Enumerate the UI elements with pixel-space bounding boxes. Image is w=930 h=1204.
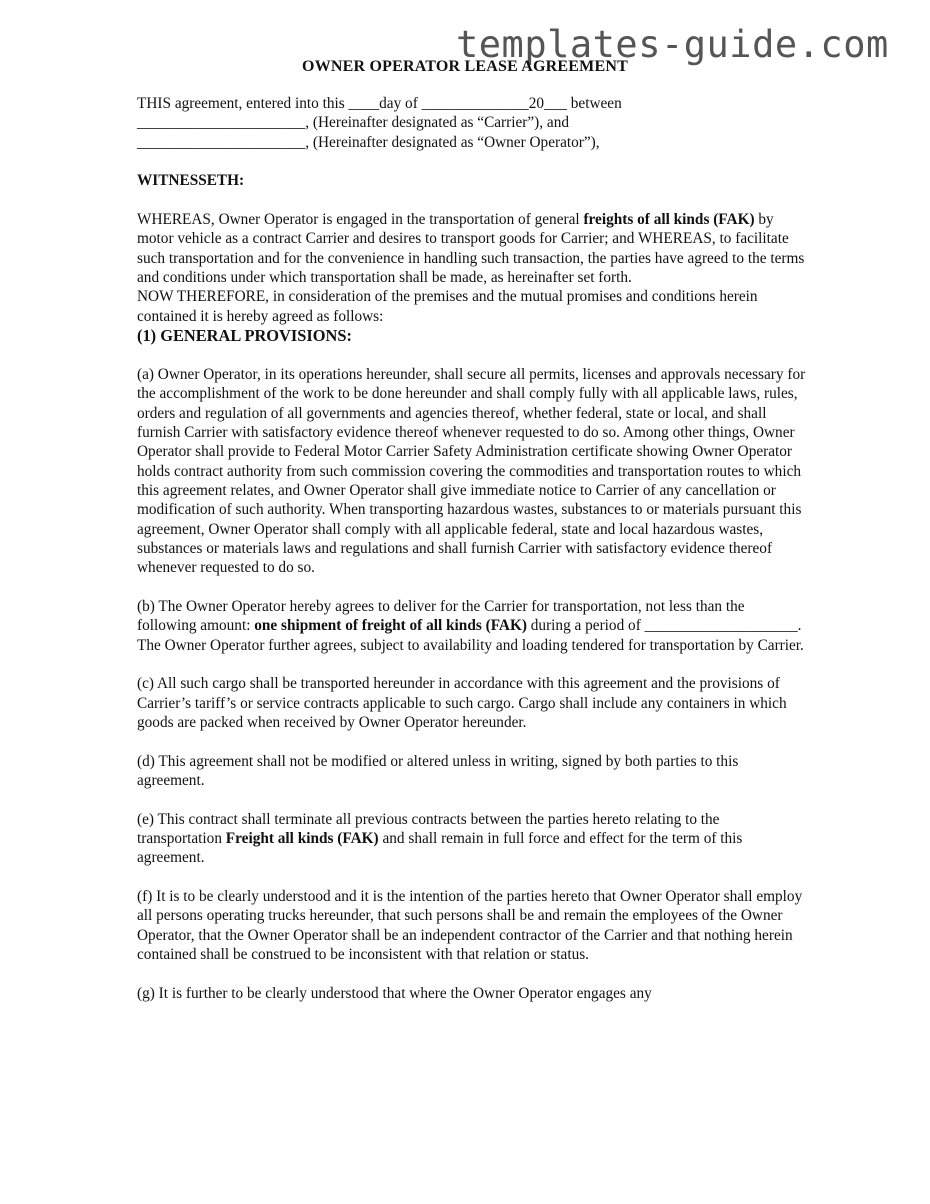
clause-c: (c) All such cargo shall be transported hereunder in accordance with this agreement and the provisions of Carrier’s tariff’s or service contracts applicable to such cargo. Cargo shall include any containers in which goods are packed when received by Owner Operator hereunder.: [137, 675, 787, 731]
whereas-text-2: by motor vehicle as a contract Carrier and desires to transport goods for Carrier; and WHEREAS, to facilitate such transportation and for the convenience in handling such transaction, the parties have agreed to the terms and conditions under which transportation shall be made, as hereinafter set forth.: [137, 211, 805, 287]
clause-a: (a) Owner Operator, in its operations hereunder, shall secure all permits, licenses and approvals necessary for the accomplishment of the work to be done hereunder and shall comply fully with all applicable laws, rules, orders and regulation of all governments and agencies thereof, whether federal, state or local, and shall furnish Carrier with satisfactory evidence thereof whenever requested to do so. Among other things, Owner Operator shall provide to Federal Motor Carrier Safety Administration certificate showing Owner Operator holds contract authority from such commission covering the commodities and transportation routes to which this agreement relates, and Owner Operator shall give immediate notice to Carrier of any cancellation or modification of such authority. When transporting hazardous wastes, substances to or materials pursuant this agreement, Owner Operator shall comply with all applicable federal, state and local hazardous wastes, substances or materials laws and regulations and shall furnish Carrier with satisfactory evidence thereof whenever requested to do so.: [137, 365, 806, 577]
clause-b-bold: one shipment of freight of all kinds (FAK): [254, 617, 527, 635]
clause-e-text-1: (e) This contract shall terminate all previous contracts between the parties hereto relating to the transportation: [137, 810, 720, 848]
clause-d: (d) This agreement shall not be modified or altered unless in writing, signed by both parties to this agreement.: [137, 752, 739, 790]
clause-e: [137, 810, 807, 868]
watermark-text: templates-guide.com: [456, 23, 889, 66]
whereas-paragraph: [137, 210, 807, 287]
clause-e-bold: Freight all kinds (FAK): [225, 830, 379, 848]
clause-e-text-2: and shall remain in full force and effect for the term of this agreement.: [137, 830, 743, 867]
intro-line-3: ______________________, (Hereinafter designated as “Owner Operator”),: [137, 133, 600, 151]
intro-line-2: ______________________, (Hereinafter designated as “Carrier”), and: [137, 114, 569, 132]
document-body: [137, 94, 807, 1003]
whereas-fak-bold: freights of all kinds (FAK): [583, 211, 755, 229]
intro-line-1: THIS agreement, entered into this ____day of ______________20___ between: [137, 95, 622, 112]
clause-b-text-2: during a period of ____________________. The Owner Operator further agrees, subject to availability and loading tendered for transportation by Carrier.: [137, 617, 804, 654]
clause-f: (f) It is to be clearly understood and it is the intention of the parties hereto that Owner Operator shall employ all persons operating trucks hereunder, that such persons shall be and remain the employees of the Owner Operator, that the Owner Operator shall be an independent contractor of the Carrier and that nothing herein contained shall be construed to be inconsistent with that relation or status.: [137, 888, 803, 964]
clause-b-text-1: (b) The Owner Operator hereby agrees to deliver for the Carrier for transportation, not less than the following amount:: [137, 597, 745, 635]
clause-g: (g) It is further to be clearly understood that where the Owner Operator engages any: [137, 984, 652, 1002]
whereas-text-1: WHEREAS, Owner Operator is engaged in the transportation of general: [137, 211, 584, 229]
now-therefore-paragraph: NOW THEREFORE, in consideration of the premises and the mutual promises and conditions herein contained it is hereby agreed as follows:: [137, 288, 758, 325]
intro-block: [137, 94, 807, 152]
clause-b: [137, 597, 807, 655]
witnesseth-heading: WITNESSETH:: [137, 172, 245, 190]
section-1-heading: (1) GENERAL PROVISIONS:: [137, 326, 352, 346]
document-title: OWNER OPERATOR LEASE AGREEMENT: [302, 58, 628, 75]
